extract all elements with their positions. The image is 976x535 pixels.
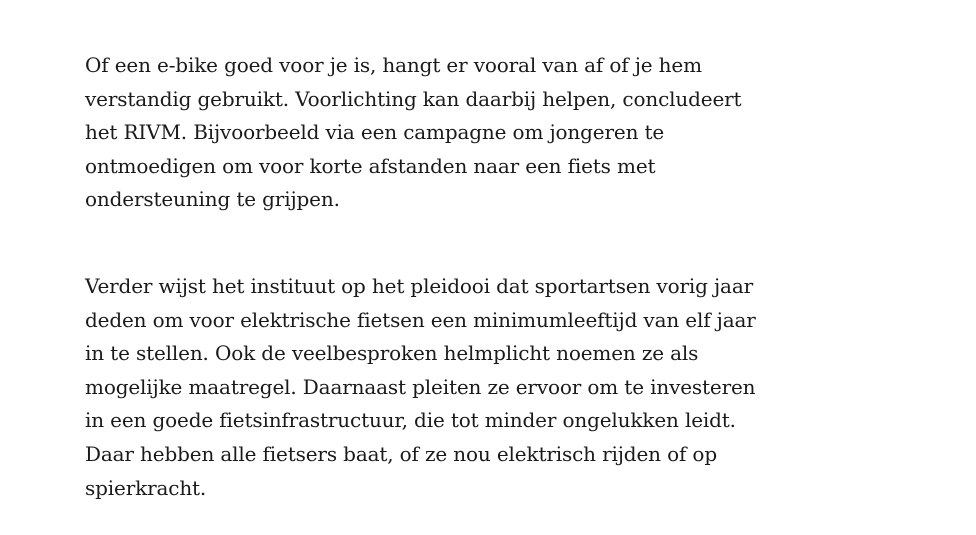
article-body: [85, 49, 825, 505]
paragraph-line: spierkracht.: [85, 475, 207, 500]
paragraph-line: in een goede fietsinfrastructuur, die tot minder ongelukken leidt.: [85, 408, 736, 433]
paragraph-line: in te stellen. Ook de veelbesproken helmplicht noemen ze als: [85, 341, 699, 366]
paragraph-line: Verder wijst het instituut op het pleidooi dat sportartsen vorig jaar: [85, 273, 753, 298]
paragraph-line: het RIVM. Bijvoorbeeld via een campagne om jongeren te: [85, 120, 665, 145]
article-paragraph: [85, 270, 825, 505]
paragraph-line: ontmoedigen om voor korte afstanden naar een fiets met: [85, 153, 656, 178]
paragraph-line: mogelijke maatregel. Daarnaast pleiten ze ervoor om te investeren: [85, 374, 756, 399]
paragraph-line: Daar hebben alle fietsers baat, of ze nou elektrisch rijden of op: [85, 441, 717, 466]
paragraph-line: deden om voor elektrische fietsen een minimumleeftijd van elf jaar: [85, 307, 756, 332]
article-paragraph: [85, 49, 825, 217]
paragraph-line: Of een e-bike goed voor je is, hangt er vooral van af of je hem: [85, 53, 702, 77]
paragraph-line: verstandig gebruikt. Voorlichting kan daarbij helpen, concludeert: [85, 86, 742, 111]
paragraph-line: ondersteuning te grijpen.: [85, 187, 340, 212]
